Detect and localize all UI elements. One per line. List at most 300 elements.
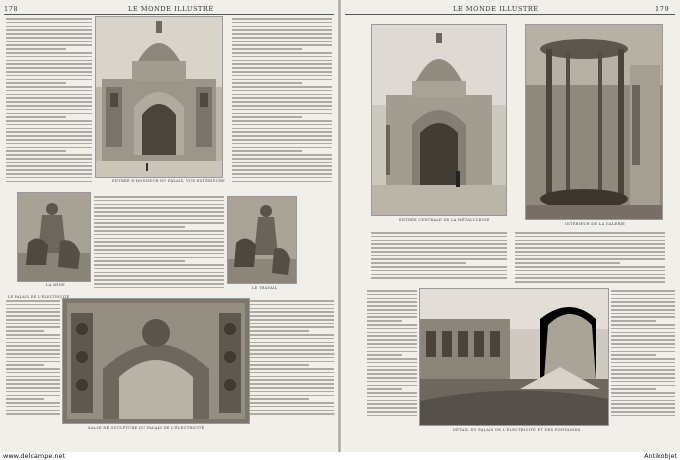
text-line (515, 240, 665, 242)
text-line (367, 377, 417, 379)
text-line (232, 90, 332, 92)
text-line (6, 308, 60, 310)
text-line (6, 56, 92, 58)
caption-fountains: DÉTAIL DU PALAIS DE L'ÉLECTRICITÉ ET DES FONTAINES (453, 428, 581, 432)
text-line (611, 377, 675, 379)
text-line (371, 258, 507, 260)
text-line (6, 357, 60, 359)
text-line (6, 116, 66, 118)
text-line (515, 251, 665, 253)
text-line (611, 358, 675, 360)
text-line (367, 294, 417, 296)
text-line (6, 67, 92, 69)
text-line (367, 369, 417, 371)
text-line (94, 234, 224, 236)
text-line (6, 71, 92, 73)
text-column (515, 232, 665, 286)
text-line (250, 383, 334, 385)
text-line (232, 158, 332, 160)
text-line (6, 165, 92, 167)
text-line (611, 400, 675, 402)
text-line (6, 97, 92, 99)
text-line (6, 90, 92, 92)
text-line (232, 82, 302, 84)
text-line (250, 300, 334, 302)
text-line (611, 373, 675, 375)
text-line (94, 279, 224, 281)
text-line (367, 328, 417, 330)
text-line (611, 309, 675, 311)
text-line (232, 173, 332, 175)
text-line (6, 52, 92, 54)
side-label-electricity: LE PALAIS DE L'ÉLECTRICITÉ (8, 295, 70, 299)
text-line (250, 308, 334, 310)
text-line (371, 274, 507, 276)
text-line (371, 243, 507, 245)
text-line (6, 44, 92, 46)
text-line (232, 79, 332, 81)
caption-statue-left: LA MINE (46, 283, 66, 287)
page-number-right: 179 (655, 5, 670, 13)
text-line (250, 395, 334, 397)
text-line (611, 396, 675, 398)
text-line (367, 388, 402, 390)
text-line (250, 391, 334, 393)
text-line (250, 410, 334, 412)
text-line (367, 305, 417, 307)
text-line (232, 18, 332, 20)
text-line (367, 411, 417, 413)
text-line (6, 361, 60, 363)
text-line (6, 147, 92, 149)
text-line (6, 311, 60, 313)
text-line (6, 391, 60, 393)
text-line (94, 275, 224, 277)
text-line (367, 320, 402, 322)
text-line (515, 266, 665, 268)
text-line (367, 309, 417, 311)
text-line (367, 381, 417, 383)
text-line (250, 357, 334, 359)
text-line (6, 387, 60, 389)
text-line (6, 22, 92, 24)
text-line (6, 345, 60, 347)
text-line (94, 219, 224, 221)
text-line (232, 131, 332, 133)
text-line (367, 339, 417, 341)
text-line (611, 305, 675, 307)
text-line (611, 351, 675, 353)
text-line (6, 353, 60, 355)
text-line (611, 347, 675, 349)
text-line (6, 94, 92, 96)
text-line (232, 97, 332, 99)
left-page (0, 0, 339, 452)
text-line (6, 342, 60, 344)
text-line (232, 165, 332, 167)
text-line (250, 406, 334, 408)
text-line (250, 402, 334, 404)
text-line (250, 304, 334, 306)
text-line (6, 113, 92, 115)
text-line (6, 79, 92, 81)
text-line (94, 204, 224, 206)
text-line (611, 407, 675, 409)
text-line (6, 323, 60, 325)
text-line (611, 294, 675, 296)
text-line (232, 75, 332, 77)
text-line (232, 44, 332, 46)
text-line (611, 298, 675, 300)
text-line (611, 354, 656, 356)
text-line (515, 255, 665, 257)
text-line (611, 301, 675, 303)
text-line (232, 60, 332, 62)
text-line (367, 290, 417, 292)
text-line (371, 255, 507, 257)
text-line (94, 222, 224, 224)
text-line (6, 372, 60, 374)
text-line (94, 253, 224, 255)
text-line (611, 415, 675, 417)
text-line (6, 334, 60, 336)
text-line (367, 324, 417, 326)
text-line (250, 387, 334, 389)
text-line (232, 147, 332, 149)
text-line (6, 410, 60, 412)
text-line (367, 415, 417, 417)
text-line (94, 196, 224, 198)
caption-gallery: INTÉRIEUR DE LA GALERIE (565, 222, 626, 226)
text-line (6, 86, 92, 88)
text-line (232, 22, 332, 24)
text-line (6, 82, 66, 84)
text-line (6, 398, 44, 400)
text-line (6, 315, 60, 317)
text-line (6, 402, 60, 404)
text-line (250, 338, 334, 340)
text-line (250, 353, 334, 355)
text-line (232, 105, 332, 107)
text-line (371, 247, 507, 249)
footer-website: www.delcampe.net (3, 452, 66, 460)
text-line (6, 338, 60, 340)
text-line (6, 177, 92, 179)
text-line (6, 379, 60, 381)
text-line (232, 120, 332, 122)
text-column (6, 300, 60, 420)
electricity-fountains-photo (419, 288, 609, 426)
text-line (94, 245, 224, 247)
text-line (250, 368, 334, 370)
text-line (6, 158, 92, 160)
text-line (250, 334, 334, 336)
text-line (611, 324, 675, 326)
text-line (367, 332, 417, 334)
text-line (232, 48, 302, 50)
caption-palace: ENTRÉE D'HONNEUR DU PALAIS, VUE EXTÉRIEURE (112, 179, 226, 183)
text-line (232, 169, 332, 171)
text-line (232, 67, 332, 69)
text-line (94, 238, 224, 240)
text-line (367, 392, 417, 394)
text-line (250, 330, 309, 332)
text-line (6, 37, 92, 39)
text-line (6, 63, 92, 65)
text-line (6, 162, 92, 164)
text-line (232, 139, 332, 141)
text-line (94, 249, 224, 251)
text-line (611, 366, 675, 368)
footer-brand: Antikobjet (644, 452, 677, 460)
text-line (611, 339, 675, 341)
text-line (6, 143, 92, 145)
text-line (611, 343, 675, 345)
text-line (232, 37, 332, 39)
text-line (250, 349, 334, 351)
text-line (6, 128, 92, 130)
text-line (250, 361, 334, 363)
text-line (232, 41, 332, 43)
text-line (611, 385, 675, 387)
text-line (515, 277, 665, 279)
palace-photo (95, 16, 223, 178)
text-line (6, 60, 92, 62)
text-line (94, 264, 224, 266)
text-line (6, 26, 92, 28)
text-line (6, 368, 60, 370)
text-line (6, 48, 66, 50)
text-line (232, 52, 332, 54)
text-line (94, 241, 224, 243)
text-line (94, 287, 224, 289)
text-line (515, 270, 665, 272)
text-line (250, 342, 334, 344)
text-line (367, 343, 417, 345)
running-title-left: LE MONDE ILLUSTRÉ (128, 5, 214, 13)
text-line (6, 413, 60, 415)
text-line (94, 207, 224, 209)
text-line (6, 109, 92, 111)
text-line (367, 335, 417, 337)
text-line (6, 326, 60, 328)
statue-right-photo (227, 196, 297, 284)
text-line (232, 56, 332, 58)
text-line (250, 326, 334, 328)
text-line (371, 262, 466, 264)
text-line (367, 385, 417, 387)
text-line (250, 345, 334, 347)
text-line (371, 236, 507, 238)
text-line (367, 313, 417, 315)
text-line (232, 162, 332, 164)
text-line (6, 75, 92, 77)
text-line (611, 388, 656, 390)
text-line (515, 258, 665, 260)
text-line (232, 109, 332, 111)
gallery-interior-photo (525, 24, 663, 220)
text-line (6, 105, 92, 107)
text-line (6, 139, 92, 141)
text-line (611, 411, 675, 413)
text-line (611, 316, 675, 318)
text-line (94, 257, 224, 259)
text-line (515, 274, 665, 276)
text-line (232, 101, 332, 103)
text-line (94, 260, 185, 262)
text-column (94, 196, 224, 294)
text-line (611, 335, 675, 337)
metallurgy-photo (371, 24, 507, 216)
text-line (371, 240, 507, 242)
text-line (371, 277, 507, 279)
header-rule (345, 14, 675, 15)
text-line (232, 177, 332, 179)
text-line (515, 236, 665, 238)
header-rule (4, 14, 334, 15)
text-line (611, 290, 675, 292)
text-line (6, 181, 92, 183)
text-line (232, 26, 332, 28)
text-line (515, 281, 665, 283)
text-column (371, 232, 507, 284)
text-column (6, 18, 92, 186)
text-line (611, 369, 675, 371)
text-line (611, 313, 675, 315)
text-line (6, 33, 92, 35)
text-line (6, 406, 60, 408)
text-line (232, 154, 332, 156)
text-line (250, 315, 334, 317)
text-line (6, 169, 92, 171)
text-line (6, 319, 60, 321)
text-line (371, 232, 507, 234)
text-line (250, 376, 334, 378)
text-column (367, 290, 417, 422)
text-line (515, 247, 665, 249)
text-line (367, 366, 417, 368)
text-line (94, 268, 224, 270)
text-line (515, 232, 665, 234)
text-line (371, 266, 507, 268)
text-line (611, 328, 675, 330)
text-line (611, 392, 675, 394)
text-line (94, 226, 185, 228)
text-line (367, 407, 417, 409)
text-line (6, 395, 60, 397)
text-line (232, 33, 332, 35)
page-number-left: 178 (4, 5, 19, 13)
text-line (6, 300, 60, 302)
text-column (250, 300, 334, 420)
text-line (367, 316, 417, 318)
text-line (232, 135, 332, 137)
caption-statue-right: LE TRAVAIL (252, 286, 278, 290)
text-line (94, 230, 224, 232)
text-line (94, 283, 224, 285)
text-line (515, 243, 665, 245)
text-line (232, 116, 302, 118)
text-line (232, 124, 332, 126)
text-line (6, 173, 92, 175)
text-line (232, 86, 332, 88)
text-line (232, 71, 332, 73)
text-line (367, 354, 402, 356)
text-line (367, 396, 417, 398)
text-line (250, 398, 309, 400)
text-column (611, 290, 675, 422)
text-line (371, 270, 507, 272)
text-column (232, 18, 332, 186)
text-line (6, 364, 44, 366)
text-line (515, 262, 620, 264)
statue-left-photo (17, 192, 91, 282)
text-line (6, 349, 60, 351)
text-line (6, 150, 66, 152)
text-line (232, 113, 332, 115)
text-line (6, 120, 92, 122)
text-line (232, 94, 332, 96)
text-line (250, 323, 334, 325)
text-line (250, 379, 334, 381)
text-line (367, 347, 417, 349)
text-line (6, 330, 44, 332)
text-line (232, 150, 302, 152)
text-line (6, 135, 92, 137)
text-line (6, 154, 92, 156)
footer-bar (0, 452, 680, 460)
running-title-right: LE MONDE ILLUSTRÉ (453, 5, 539, 13)
text-line (367, 403, 417, 405)
text-line (371, 251, 507, 253)
caption-relief: SALLE DE SCULPTURE DU PALAIS DE L'ÉLECTRICITÉ (88, 426, 205, 430)
text-line (367, 351, 417, 353)
text-line (6, 131, 92, 133)
text-line (250, 413, 334, 415)
text-line (250, 319, 334, 321)
text-line (6, 383, 60, 385)
right-page (341, 0, 680, 452)
text-line (611, 332, 675, 334)
text-line (232, 143, 332, 145)
text-line (6, 101, 92, 103)
text-line (94, 215, 224, 217)
text-line (367, 400, 417, 402)
text-line (232, 181, 332, 183)
text-line (6, 376, 60, 378)
text-line (367, 373, 417, 375)
caption-metallurgy: ENTRÉE CENTRALE DE LA MÉTALLURGIE (399, 218, 490, 222)
text-line (6, 304, 60, 306)
text-line (611, 381, 675, 383)
relief-photo (62, 298, 250, 424)
text-line (94, 272, 224, 274)
text-line (94, 211, 224, 213)
text-line (611, 362, 675, 364)
text-line (250, 311, 334, 313)
text-line (250, 364, 309, 366)
text-line (6, 124, 92, 126)
text-line (250, 372, 334, 374)
text-line (6, 29, 92, 31)
text-line (367, 362, 417, 364)
text-line (232, 29, 332, 31)
text-line (367, 358, 417, 360)
text-line (367, 301, 417, 303)
text-line (367, 298, 417, 300)
text-line (6, 18, 92, 20)
text-line (94, 200, 224, 202)
